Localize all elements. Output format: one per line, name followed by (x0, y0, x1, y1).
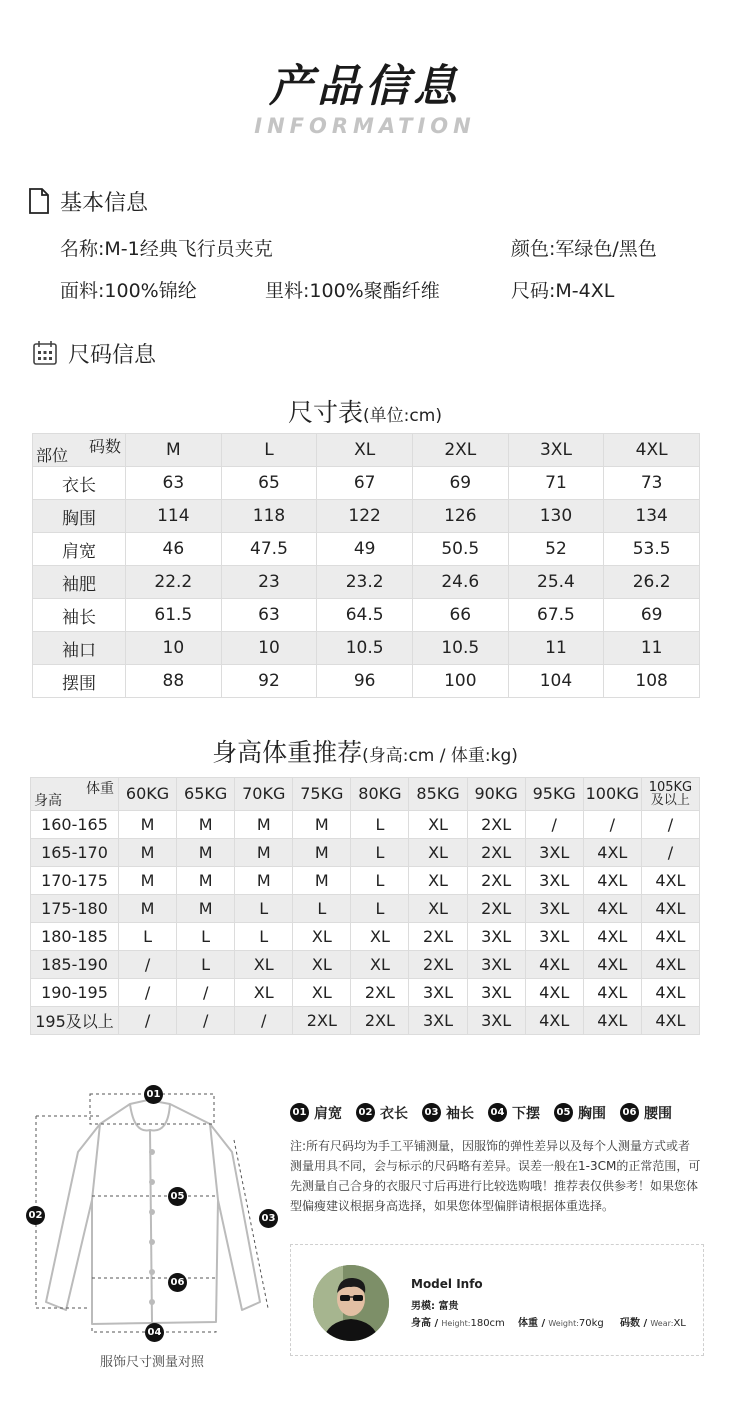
column-header: 105KG 及以上 (641, 778, 699, 811)
table-cell: / (119, 979, 177, 1007)
table-cell: 4XL (583, 895, 641, 923)
table-cell: 3XL (467, 951, 525, 979)
table-cell: 4XL (641, 923, 699, 951)
table-row (33, 665, 700, 698)
table-cell: 24.6 (412, 566, 508, 599)
jacket-measure-diagram (22, 1082, 282, 1352)
legend-item (554, 1103, 606, 1123)
row-label: 170-175 (31, 867, 119, 895)
table-cell: XL (351, 923, 409, 951)
page-subtitle: INFORMATION (254, 114, 476, 138)
column-header: 65KG (177, 778, 235, 811)
table-cell: 2XL (467, 867, 525, 895)
marker-02: 02 (26, 1206, 45, 1225)
table-cell: 69 (412, 467, 508, 500)
table-cell: 3XL (525, 867, 583, 895)
table-cell: 4XL (641, 1007, 699, 1035)
model-info-card (290, 1244, 704, 1356)
legend-label: 腰围 (644, 1105, 672, 1122)
table-cell: XL (235, 979, 293, 1007)
model-height: 身高 / Height:180cm (411, 1318, 505, 1329)
table-row (33, 500, 700, 533)
table-cell: / (641, 811, 699, 839)
table-cell: 4XL (641, 951, 699, 979)
table-cell: 3XL (525, 923, 583, 951)
table-cell: L (351, 811, 409, 839)
table-cell: 88 (126, 665, 222, 698)
table-cell: 46 (126, 533, 222, 566)
table-cell: / (525, 811, 583, 839)
table-cell: 10 (126, 632, 222, 665)
table-cell: L (177, 923, 235, 951)
table-cell: / (119, 951, 177, 979)
table-cell: 108 (604, 665, 700, 698)
row-label: 袖口 (33, 632, 126, 665)
row-label: 摆围 (33, 665, 126, 698)
table-cell: M (293, 839, 351, 867)
rec-table-title: 身高体重推荐(身高:cm / 体重:kg) (212, 738, 518, 767)
legend-label: 肩宽 (314, 1105, 342, 1122)
corner-top-label: 码数 (88, 437, 121, 456)
column-header: 2XL (412, 434, 508, 467)
model-name: 男模: 富贵 (411, 1301, 459, 1312)
table-cell: 2XL (467, 895, 525, 923)
table-cell: 3XL (467, 923, 525, 951)
table-cell: M (119, 839, 177, 867)
column-header: L (221, 434, 317, 467)
basic-info-heading: 基本信息 (60, 191, 149, 216)
table-row (31, 923, 700, 951)
row-label: 190-195 (31, 979, 119, 1007)
legend-number: 02 (356, 1103, 375, 1122)
table-cell: 122 (317, 500, 413, 533)
row-label: 175-180 (31, 895, 119, 923)
table-cell: XL (351, 951, 409, 979)
table-cell: 63 (221, 599, 317, 632)
table-row (33, 467, 700, 500)
table-cell: L (235, 895, 293, 923)
calendar-icon (32, 340, 58, 370)
table-cell: 61.5 (126, 599, 222, 632)
table-cell: L (235, 923, 293, 951)
product-size-range: 尺码:M-4XL (511, 280, 615, 302)
table-cell: XL (293, 923, 351, 951)
table-cell: 2XL (293, 1007, 351, 1035)
table-cell: 2XL (467, 811, 525, 839)
table-row (31, 867, 700, 895)
table-cell: 4XL (525, 979, 583, 1007)
legend-label: 袖长 (446, 1105, 474, 1122)
table-cell: 25.4 (508, 566, 604, 599)
table-header-row (33, 434, 700, 467)
table-row (31, 811, 700, 839)
table-cell: XL (409, 895, 467, 923)
column-header: 100KG (583, 778, 641, 811)
table-cell: 4XL (583, 979, 641, 1007)
size-info-heading: 尺码信息 (68, 343, 157, 368)
column-header: XL (317, 434, 413, 467)
table-cell: L (293, 895, 351, 923)
row-label: 胸围 (33, 500, 126, 533)
table-cell: XL (409, 839, 467, 867)
marker-01: 01 (144, 1085, 163, 1104)
table-cell: M (119, 895, 177, 923)
table-header-row (31, 778, 700, 811)
size-table-corner (33, 434, 126, 467)
table-cell: / (641, 839, 699, 867)
table-cell: 4XL (583, 867, 641, 895)
model-info-title: Model Info (411, 1277, 483, 1291)
table-cell: M (119, 811, 177, 839)
table-cell: 2XL (467, 839, 525, 867)
table-cell: 2XL (351, 979, 409, 1007)
row-label: 袖长 (33, 599, 126, 632)
column-header: 80KG (351, 778, 409, 811)
product-lining: 里料:100%聚酯纤维 (265, 280, 440, 302)
column-header: 95KG (525, 778, 583, 811)
table-cell: 3XL (525, 895, 583, 923)
size-table-title: 尺寸表(单位:cm) (288, 398, 442, 427)
size-note: 注:所有尺码均为手工平铺测量，因服饰的弹性差异以及每个人测量方式或者测量用具不同，会与标示的尺码略有差异。误差一般在1-3CM的正常范围，可先测量自己合身的衣服尺寸后再进行比较选购哦！推荐表仅供参考！如果您体型偏瘦建议根据身高选择，如果您体型偏胖请根据体重选择。 (290, 1139, 701, 1213)
table-cell: XL (235, 951, 293, 979)
column-header: 75KG (293, 778, 351, 811)
table-cell: / (177, 979, 235, 1007)
table-cell: M (177, 811, 235, 839)
table-cell: 2XL (351, 1007, 409, 1035)
table-cell: M (293, 867, 351, 895)
corner-bottom-label: 部位 (36, 446, 69, 465)
marker-03: 03 (259, 1209, 278, 1228)
table-cell: M (177, 895, 235, 923)
table-cell: XL (409, 867, 467, 895)
table-row (33, 632, 700, 665)
table-row (31, 979, 700, 1007)
table-row (33, 599, 700, 632)
legend-number: 03 (422, 1103, 441, 1122)
column-header: 3XL (508, 434, 604, 467)
table-cell: 11 (604, 632, 700, 665)
table-cell: 49 (317, 533, 413, 566)
marker-04: 04 (145, 1323, 164, 1342)
table-cell: 10.5 (412, 632, 508, 665)
table-cell: 4XL (525, 1007, 583, 1035)
table-cell: 3XL (409, 1007, 467, 1035)
table-cell: XL (293, 951, 351, 979)
legend-number: 01 (290, 1103, 309, 1122)
column-header: 70KG (235, 778, 293, 811)
table-row (31, 951, 700, 979)
table-cell: 23.2 (317, 566, 413, 599)
table-cell: 73 (604, 467, 700, 500)
model-weight: 体重 / Weight:70kg (518, 1318, 604, 1329)
row-label: 180-185 (31, 923, 119, 951)
marker-06: 06 (168, 1273, 187, 1292)
marker-05: 05 (168, 1187, 187, 1206)
row-label: 165-170 (31, 839, 119, 867)
table-row (33, 533, 700, 566)
legend-item (422, 1103, 474, 1123)
table-cell: 64.5 (317, 599, 413, 632)
table-cell: XL (409, 811, 467, 839)
table-cell: L (351, 867, 409, 895)
table-row (31, 895, 700, 923)
table-cell: 63 (126, 467, 222, 500)
table-cell: 4XL (641, 979, 699, 1007)
rec-table-corner (31, 778, 119, 811)
column-header: 85KG (409, 778, 467, 811)
document-icon (28, 188, 50, 218)
legend-number: 05 (554, 1103, 573, 1122)
product-fabric: 面料:100%锦纶 (60, 280, 197, 302)
table-cell: 10.5 (317, 632, 413, 665)
column-header: 90KG (467, 778, 525, 811)
table-cell: 104 (508, 665, 604, 698)
product-name: 名称:M-1经典飞行员夹克 (60, 238, 273, 260)
model-avatar (313, 1265, 389, 1341)
table-cell: M (235, 839, 293, 867)
table-cell: 4XL (641, 867, 699, 895)
row-label: 160-165 (31, 811, 119, 839)
table-cell: 67 (317, 467, 413, 500)
table-cell: 22.2 (126, 566, 222, 599)
legend-item (356, 1103, 408, 1123)
table-row (31, 1007, 700, 1035)
table-cell: M (119, 867, 177, 895)
legend-label: 衣长 (380, 1105, 408, 1122)
table-cell: / (583, 811, 641, 839)
table-cell: 53.5 (604, 533, 700, 566)
table-cell: L (177, 951, 235, 979)
table-cell: 26.2 (604, 566, 700, 599)
page-title: 产品信息 (269, 61, 461, 112)
table-cell: 3XL (409, 979, 467, 1007)
height-weight-table (30, 777, 700, 1035)
row-label: 袖肥 (33, 566, 126, 599)
table-cell: 50.5 (412, 533, 508, 566)
product-color: 颜色:军绿色/黑色 (511, 238, 657, 260)
table-cell: M (177, 839, 235, 867)
table-cell: 52 (508, 533, 604, 566)
table-cell: 71 (508, 467, 604, 500)
table-cell: 11 (508, 632, 604, 665)
table-cell: M (177, 867, 235, 895)
row-label: 185-190 (31, 951, 119, 979)
table-cell: L (119, 923, 177, 951)
legend-item (620, 1103, 672, 1123)
measure-legend (290, 1100, 710, 1123)
size-table (32, 433, 700, 698)
table-cell: 118 (221, 500, 317, 533)
table-cell: / (177, 1007, 235, 1035)
table-cell: 4XL (583, 923, 641, 951)
corner-top-label: 体重 (86, 781, 114, 797)
diagram-caption: 服饰尺寸测量对照 (99, 1355, 204, 1370)
column-header: 4XL (604, 434, 700, 467)
row-label: 195及以上 (31, 1007, 119, 1035)
table-cell: / (119, 1007, 177, 1035)
table-cell: 3XL (525, 839, 583, 867)
table-cell: L (351, 895, 409, 923)
table-row (31, 839, 700, 867)
table-cell: XL (293, 979, 351, 1007)
table-cell: 23 (221, 566, 317, 599)
table-cell: 4XL (525, 951, 583, 979)
row-label: 肩宽 (33, 533, 126, 566)
column-header: M (126, 434, 222, 467)
table-cell: 4XL (583, 1007, 641, 1035)
legend-item (488, 1103, 540, 1123)
table-cell: 2XL (409, 923, 467, 951)
table-cell: / (235, 1007, 293, 1035)
table-cell: M (235, 867, 293, 895)
column-header: 60KG (119, 778, 177, 811)
table-cell: 2XL (409, 951, 467, 979)
legend-number: 04 (488, 1103, 507, 1122)
row-label: 衣长 (33, 467, 126, 500)
table-cell: 114 (126, 500, 222, 533)
table-cell: 69 (604, 599, 700, 632)
table-cell: 3XL (467, 979, 525, 1007)
table-cell: 66 (412, 599, 508, 632)
legend-number: 06 (620, 1103, 639, 1122)
table-cell: 126 (412, 500, 508, 533)
table-cell: 47.5 (221, 533, 317, 566)
legend-label: 胸围 (578, 1105, 606, 1122)
table-cell: 134 (604, 500, 700, 533)
table-cell: 100 (412, 665, 508, 698)
model-size: 码数 / Wear:XL (620, 1318, 686, 1329)
table-cell: 65 (221, 467, 317, 500)
table-cell: 10 (221, 632, 317, 665)
table-cell: 67.5 (508, 599, 604, 632)
legend-item (290, 1103, 342, 1123)
table-cell: M (235, 811, 293, 839)
table-cell: 4XL (583, 951, 641, 979)
table-cell: 92 (221, 665, 317, 698)
table-row (33, 566, 700, 599)
table-cell: 3XL (467, 1007, 525, 1035)
table-cell: L (351, 839, 409, 867)
table-cell: 96 (317, 665, 413, 698)
table-cell: 4XL (583, 839, 641, 867)
table-cell: 4XL (641, 895, 699, 923)
table-cell: 130 (508, 500, 604, 533)
corner-bottom-label: 身高 (34, 793, 62, 809)
table-cell: M (293, 811, 351, 839)
legend-label: 下摆 (512, 1105, 540, 1122)
